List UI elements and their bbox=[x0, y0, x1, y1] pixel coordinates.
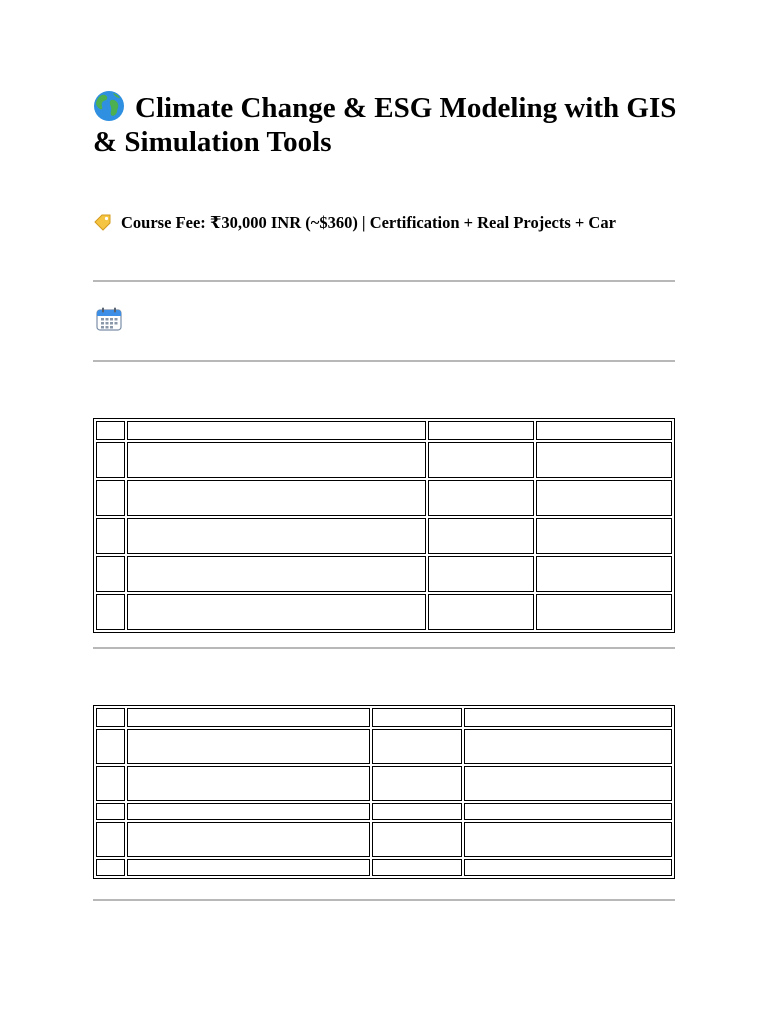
table-cell bbox=[428, 480, 533, 516]
table-header-row bbox=[96, 708, 672, 727]
table-cell bbox=[464, 708, 672, 727]
table-cell bbox=[127, 859, 370, 876]
table-row bbox=[96, 803, 672, 820]
table-cell bbox=[127, 556, 426, 592]
divider-2 bbox=[93, 360, 675, 362]
table-cell bbox=[96, 594, 125, 630]
schedule-table bbox=[93, 418, 675, 633]
table-cell bbox=[536, 594, 673, 630]
table-cell bbox=[372, 859, 462, 876]
table-cell bbox=[428, 518, 533, 554]
table-cell bbox=[127, 594, 426, 630]
table-cell bbox=[536, 556, 673, 592]
table-cell bbox=[372, 708, 462, 727]
page-title bbox=[93, 90, 683, 159]
globe-icon bbox=[93, 90, 125, 122]
table-row bbox=[96, 859, 672, 876]
table-cell bbox=[464, 803, 672, 820]
table-cell bbox=[96, 442, 125, 478]
table-cell bbox=[127, 822, 370, 857]
table-cell bbox=[372, 822, 462, 857]
table-row bbox=[96, 556, 672, 592]
table-cell bbox=[428, 594, 533, 630]
table-cell bbox=[536, 480, 673, 516]
table-cell bbox=[464, 729, 672, 764]
table-cell bbox=[96, 766, 125, 801]
table-cell bbox=[428, 556, 533, 592]
table-cell bbox=[96, 729, 125, 764]
table-cell bbox=[536, 421, 673, 440]
divider-4 bbox=[93, 899, 675, 901]
table-cell bbox=[96, 480, 125, 516]
table-cell bbox=[127, 708, 370, 727]
table-cell bbox=[96, 708, 125, 727]
table-cell bbox=[464, 859, 672, 876]
table-cell bbox=[96, 518, 125, 554]
table-cell bbox=[127, 729, 370, 764]
table-row bbox=[96, 480, 672, 516]
table-row bbox=[96, 594, 672, 630]
table-cell bbox=[127, 803, 370, 820]
table-row bbox=[96, 766, 672, 801]
calendar-icon bbox=[96, 307, 122, 331]
table-cell bbox=[372, 803, 462, 820]
table-cell bbox=[372, 729, 462, 764]
modules-table bbox=[93, 705, 675, 879]
table-cell bbox=[536, 518, 673, 554]
table-cell bbox=[428, 421, 533, 440]
table-cell bbox=[127, 766, 370, 801]
table-cell bbox=[96, 556, 125, 592]
divider-1 bbox=[93, 280, 675, 282]
table-cell bbox=[96, 822, 125, 857]
divider-3 bbox=[93, 647, 675, 649]
table-cell bbox=[127, 480, 426, 516]
table-cell bbox=[428, 442, 533, 478]
table-header-row bbox=[96, 421, 672, 440]
table-cell bbox=[127, 442, 426, 478]
table-row bbox=[96, 729, 672, 764]
title-text: Climate Change & ESG Modeling with GIS & Simulation Tools bbox=[93, 92, 677, 158]
table-cell bbox=[536, 442, 673, 478]
table-cell bbox=[96, 859, 125, 876]
table-row bbox=[96, 518, 672, 554]
table-cell bbox=[96, 803, 125, 820]
course-fee-line bbox=[93, 212, 675, 234]
price-tag-icon bbox=[93, 213, 113, 231]
table-cell bbox=[96, 421, 125, 440]
table-row bbox=[96, 442, 672, 478]
table-row bbox=[96, 822, 672, 857]
table-cell bbox=[372, 766, 462, 801]
table-cell bbox=[464, 766, 672, 801]
course-fee-text: Course Fee: ₹30,000 INR (~$360) | Certification + Real Projects + Car bbox=[121, 213, 616, 232]
table-cell bbox=[464, 822, 672, 857]
table-cell bbox=[127, 421, 426, 440]
table-cell bbox=[127, 518, 426, 554]
